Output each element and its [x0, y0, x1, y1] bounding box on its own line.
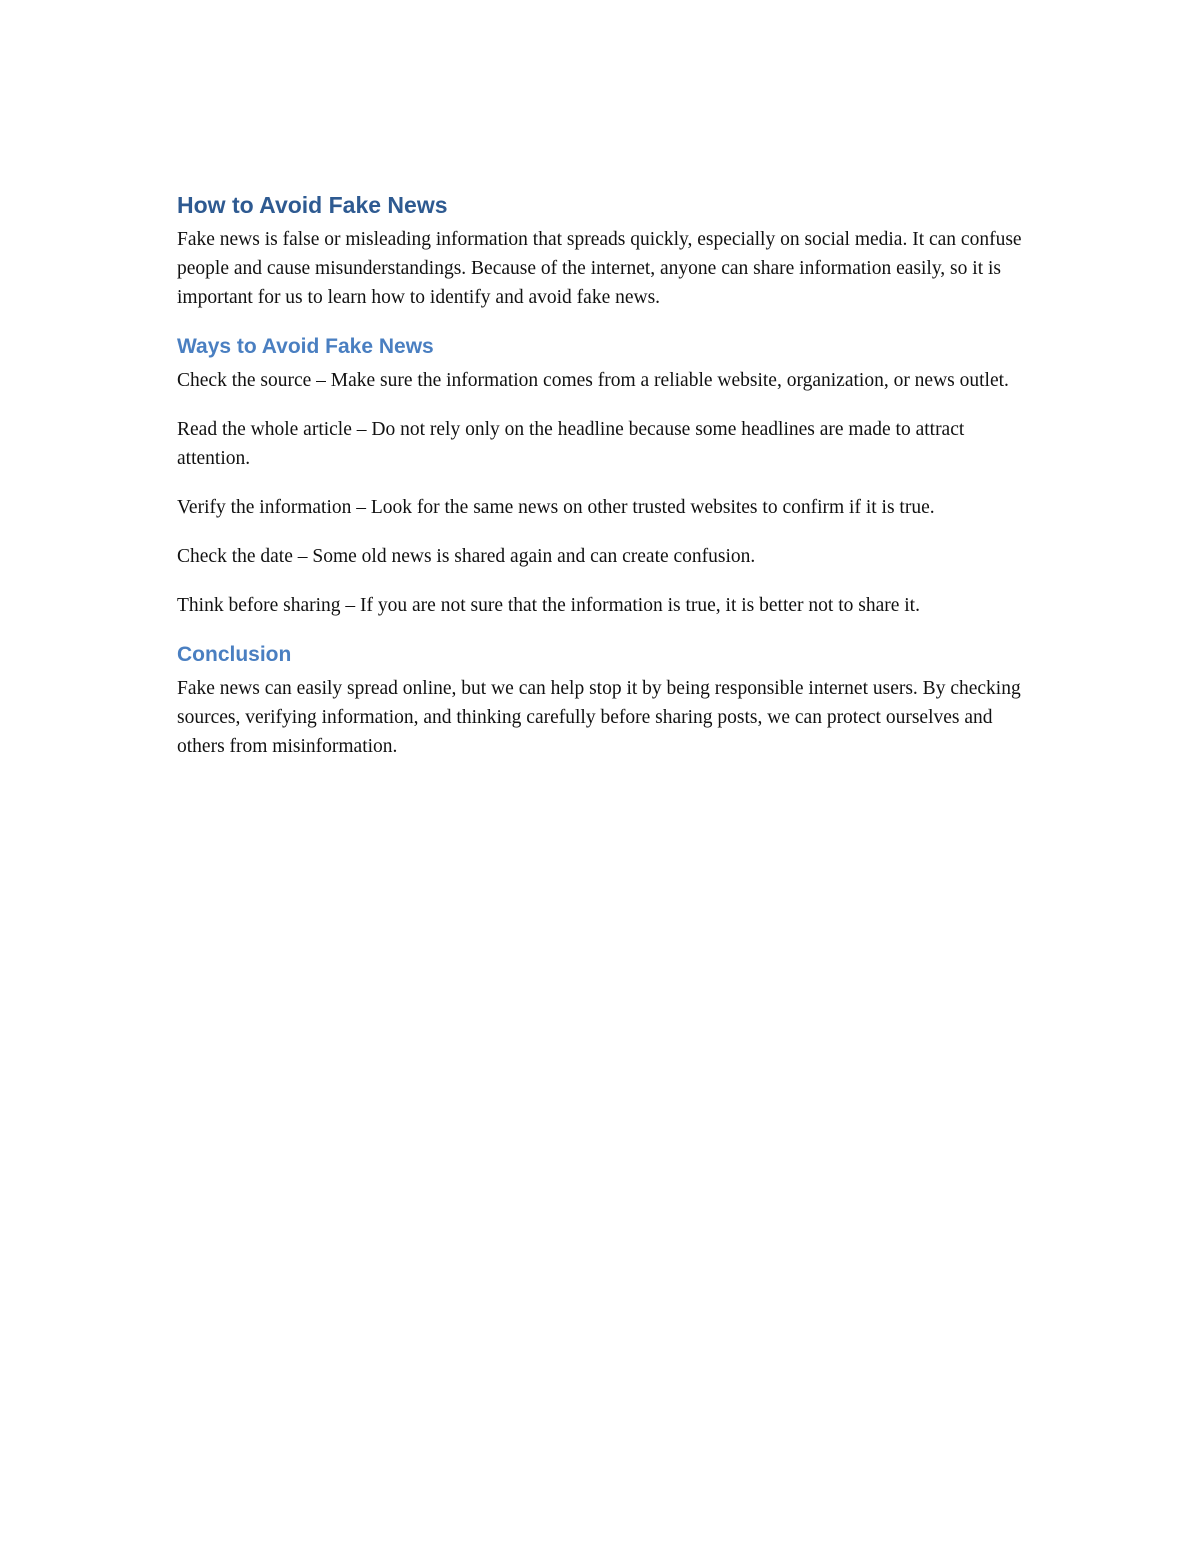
way-paragraph-think-before-sharing: Think before sharing – If you are not sure that the information is true, it is better not to share it.: [177, 595, 920, 616]
way-paragraph-check-source: Check the source – Make sure the information comes from a reliable website, organization, or news outlet.: [177, 370, 1009, 391]
ways-heading: Ways to Avoid Fake News: [177, 335, 434, 358]
document-body: [177, 189, 1027, 761]
way-paragraph-verify-information: Verify the information – Look for the same news on other trusted websites to confirm if it is true.: [177, 497, 935, 518]
document-title: How to Avoid Fake News: [177, 192, 448, 218]
conclusion-paragraph: Fake news can easily spread online, but we can help stop it by being responsible internet users. By checking sources, verifying information, and thinking carefully before sharing posts, we can protect ourselves and others from misinformation.: [177, 678, 1021, 757]
conclusion-heading: Conclusion: [177, 643, 292, 666]
way-paragraph-read-article: Read the whole article – Do not rely only on the headline because some headlines are made to attract attention.: [177, 419, 965, 469]
way-paragraph-check-date: Check the date – Some old news is shared again and can create confusion.: [177, 546, 756, 567]
intro-paragraph: Fake news is false or misleading information that spreads quickly, especially on social media. It can confuse people and cause misunderstandings. Because of the internet, anyone can share information easily, so it is important for us to learn how to identify and avoid fake news.: [177, 229, 1022, 308]
